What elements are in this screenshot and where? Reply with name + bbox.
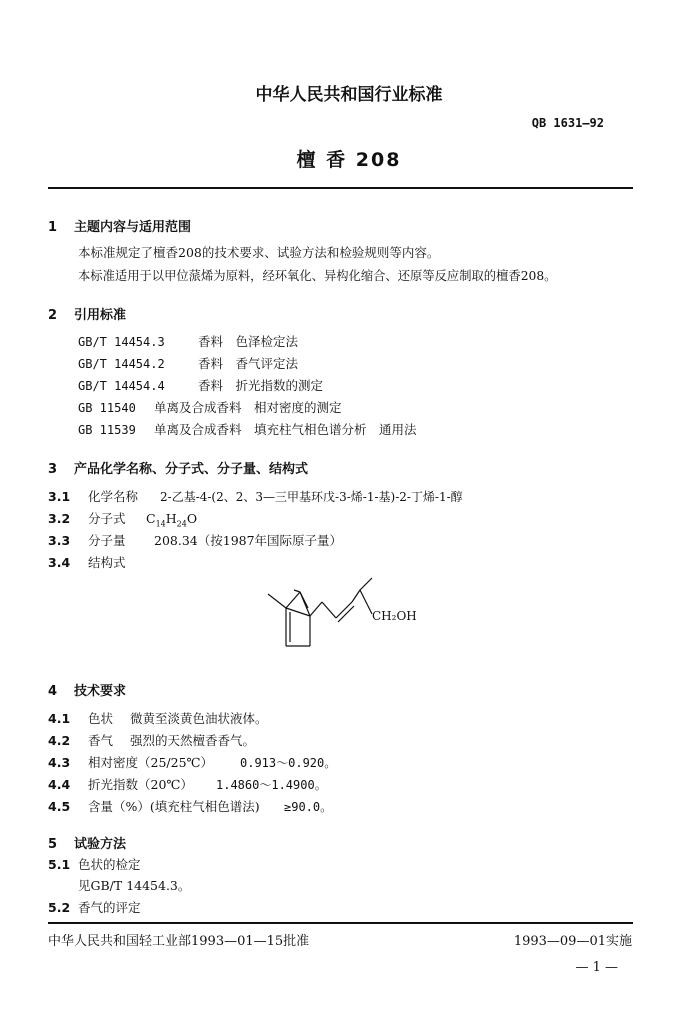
formula: $C_{14}H_{24}O$ <box>146 511 198 529</box>
reference-item <box>78 398 342 416</box>
subsection-5-1 <box>48 855 141 873</box>
item-label: 化学名称 <box>88 489 139 504</box>
section-number: 4 <box>48 684 58 699</box>
ethyl-bond <box>360 578 372 590</box>
item-value: 208.34（按1987年国际原子量） <box>154 533 343 548</box>
item-number: 4.4 <box>48 777 71 792</box>
item-number: 4.1 <box>48 711 71 726</box>
section-title: 主题内容与适用范围 <box>74 220 192 235</box>
section-title: 技术要求 <box>74 684 127 699</box>
section-4-heading <box>48 680 126 699</box>
section-number: 5 <box>48 837 58 852</box>
methyl-bond <box>294 590 300 592</box>
subsection-4-3 <box>48 753 336 771</box>
item-label: 色状 <box>88 711 114 726</box>
chain-bond <box>360 590 372 614</box>
reference-code: GB 11539 <box>78 423 136 437</box>
section-1-heading <box>48 216 191 235</box>
item-label: 折光指数（20℃） <box>88 777 193 792</box>
item-label: 结构式 <box>88 555 126 570</box>
item-value: ≥90.0。 <box>284 800 333 814</box>
item-number: 3.3 <box>48 533 71 548</box>
paragraph: 本标准规定了檀香208的技术要求、试验方法和检验规则等内容。 <box>78 245 440 260</box>
implementation-date: 1993—09—01实施 <box>513 934 632 949</box>
subsection-5-2 <box>48 898 141 916</box>
reference-code: GB/T 14454.2 <box>78 357 165 371</box>
subsection-3-3 <box>48 531 342 549</box>
chain-bond <box>322 602 336 618</box>
subsection-5-1-detail: 见GB/T 14454.3。 <box>78 878 191 893</box>
subsection-3-4 <box>48 553 126 571</box>
item-number: 4.5 <box>48 799 71 814</box>
subsection-3-2 <box>48 509 197 529</box>
item-value: 0.913～0.920。 <box>240 756 337 770</box>
reference-item <box>78 376 323 394</box>
section-3-heading <box>48 458 308 477</box>
section-5-heading <box>48 833 126 852</box>
chain-bond <box>352 590 360 602</box>
item-value: 1.4860～1.4900。 <box>216 778 327 792</box>
reference-code: GB/T 14454.3 <box>78 335 165 349</box>
section-number: 3 <box>48 462 58 477</box>
section-number: 2 <box>48 308 58 323</box>
reference-code: GB 11540 <box>78 401 136 415</box>
item-number: 3.1 <box>48 489 71 504</box>
item-label: 香气 <box>88 733 114 748</box>
item-number: 4.3 <box>48 755 71 770</box>
hydroxymethyl-label: CH₂OH <box>372 609 417 623</box>
item-label: 色状的检定 <box>78 857 141 872</box>
section-2-heading <box>48 304 126 323</box>
item-number: 3.2 <box>48 511 71 526</box>
header-rule <box>48 187 633 189</box>
chain-bond <box>310 602 322 616</box>
item-label: 相对密度（25/25℃） <box>88 755 214 770</box>
approval-info: 中华人民共和国轻工业部1993—01—15批准 <box>48 934 310 949</box>
item-value: 微黄至淡黄色油状液体。 <box>130 711 268 726</box>
document-title: 檀 香 208 <box>296 149 402 171</box>
section-title: 试验方法 <box>74 837 127 852</box>
section-title: 引用标准 <box>74 308 127 323</box>
item-number: 4.2 <box>48 733 71 748</box>
reference-title: 单离及合成香料 相对密度的测定 <box>154 400 342 415</box>
page-number: — 1 — <box>575 960 618 975</box>
item-label: 含量（%）(填充柱气相色谱法) <box>88 799 260 814</box>
section-title: 产品化学名称、分子式、分子量、结构式 <box>74 462 309 477</box>
item-number: 5.1 <box>48 857 71 872</box>
item-value: 强烈的天然檀香香气。 <box>130 733 256 748</box>
ring-bond <box>300 592 310 616</box>
methyl-bond <box>268 594 286 608</box>
item-value: 2-乙基-4-(2、2、3—三甲基环戊-3-烯-1-基)-2-丁烯-1-醇 <box>160 490 463 504</box>
methyl-bond <box>286 592 300 608</box>
reference-item <box>78 420 417 438</box>
subsection-4-1 <box>48 709 268 727</box>
reference-item <box>78 332 298 350</box>
paragraph: 本标准适用于以甲位蒎烯为原料，经环氧化、异构化缩合、还原等反应制取的檀香208。 <box>78 269 557 283</box>
subsection-4-4 <box>48 775 327 793</box>
reference-item <box>78 354 298 372</box>
standard-number: QB 1631—92 <box>531 116 604 130</box>
item-label: 香气的评定 <box>78 900 141 915</box>
subsection-3-1 <box>48 487 463 505</box>
section-number: 1 <box>48 220 58 235</box>
reference-title: 香料 色泽检定法 <box>198 334 299 349</box>
item-number: 5.2 <box>48 900 71 915</box>
item-label: 分子式 <box>88 511 126 526</box>
item-label: 分子量 <box>88 533 126 548</box>
reference-code: GB/T 14454.4 <box>78 379 165 393</box>
standard-category-title: 中华人民共和国行业标准 <box>255 85 443 105</box>
footer-rule <box>48 922 633 924</box>
reference-title: 香料 折光指数的测定 <box>198 378 324 393</box>
item-number: 3.4 <box>48 555 71 570</box>
subsection-4-5 <box>48 797 332 815</box>
reference-title: 香料 香气评定法 <box>198 356 299 371</box>
reference-title: 单离及合成香料 填充柱气相色谱分析 通用法 <box>154 422 417 437</box>
subsection-4-2 <box>48 731 255 749</box>
